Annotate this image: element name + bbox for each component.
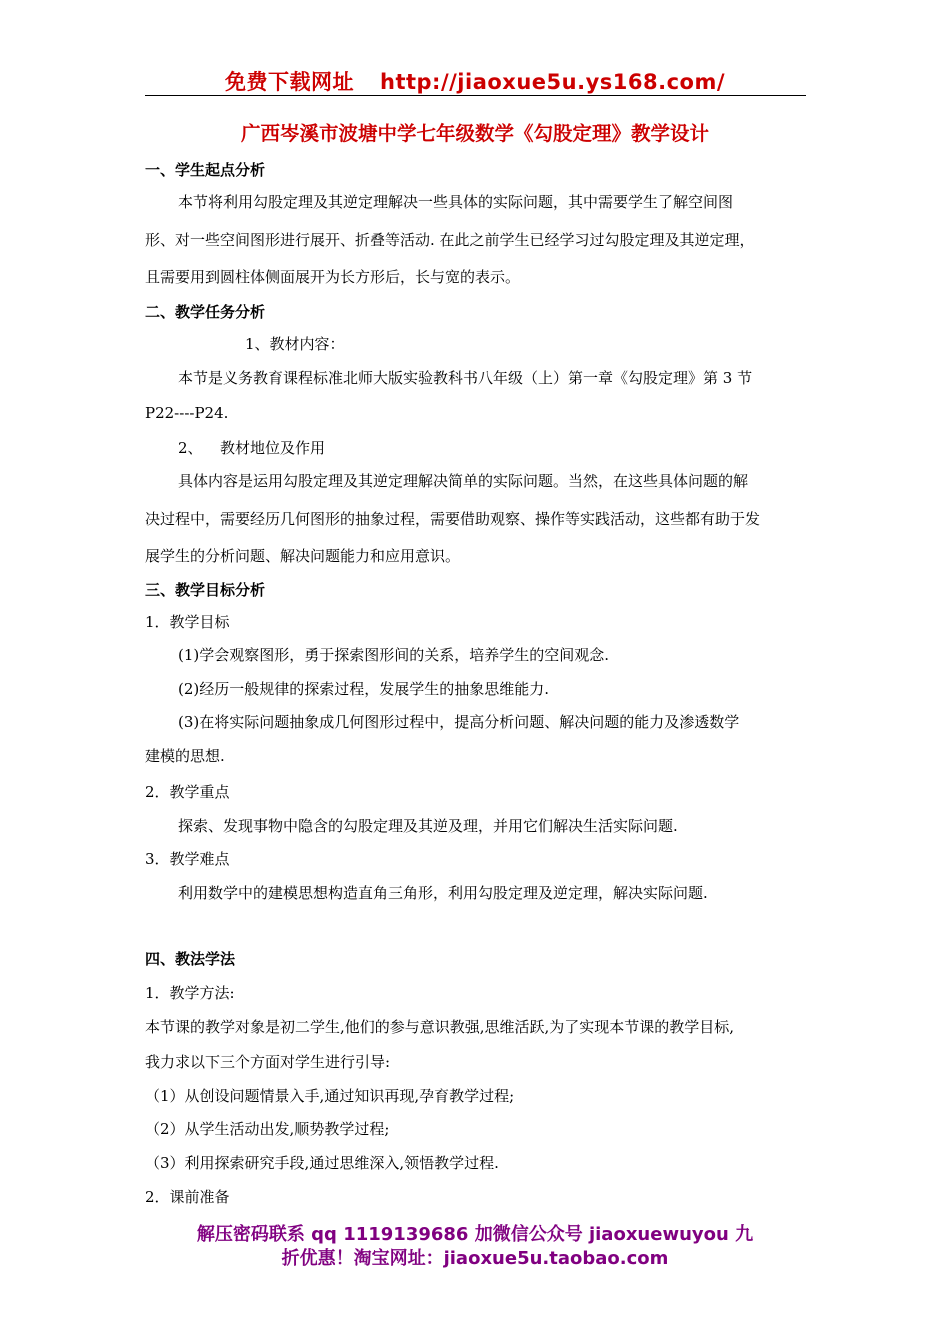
download-label: 免费下载网址 (225, 70, 354, 94)
list-item: （3）利用探索研究手段,通过思维深入,领悟教学过程. (145, 1154, 499, 1172)
footer-shop-line: 折优惠！淘宝网址：jiaoxue5u.taobao.com (281, 1248, 669, 1269)
download-header (0, 66, 950, 96)
sub-heading: 2．课前准备 (145, 1188, 230, 1206)
paragraph-line: 展学生的分析问题、解决问题能力和应用意识。 (145, 547, 461, 565)
paragraph-line: 形、对一些空间图形进行展开、折叠等活动. 在此之前学生已经学习过勾股定理及其逆定理， (145, 231, 755, 249)
paragraph-line: 本节将利用勾股定理及其逆定理解决一些具体的实际问题，其中需要学生了解空间图 (178, 193, 734, 211)
section-heading-2: 二、教学任务分析 (145, 303, 266, 321)
section-heading-4: 四、教法学法 (145, 950, 236, 968)
sub-heading: 3．教学难点 (145, 850, 230, 868)
sub-heading: 1．教学方法: (145, 984, 235, 1002)
paragraph-line: 我力求以下三个方面对学生进行引导: (145, 1053, 391, 1071)
paragraph-line: 本节是义务教育课程标准北师大版实验教科书八年级（上）第一章《勾股定理》第 3 节 (178, 369, 753, 387)
paragraph-line: 探索、发现事物中隐含的勾股定理及其逆及理，并用它们解决生活实际问题. (178, 817, 678, 835)
header-divider (145, 95, 806, 96)
document-title: 广西岑溪市波塘中学七年级数学《勾股定理》教学设计 (240, 122, 709, 145)
sub-heading: 2．教学重点 (145, 783, 230, 801)
goal-item: (1)学会观察图形，勇于探索图形间的关系，培养学生的空间观念. (178, 646, 610, 664)
goal-item: (3)在将实际问题抽象成几何图形过程中，提高分析问题、解决问题的能力及渗透数学 (178, 713, 740, 731)
list-item: （2）从学生活动出发,顺势教学过程; (145, 1120, 390, 1138)
paragraph-line: 具体内容是运用勾股定理及其逆定理解决简单的实际问题。当然，在这些具体问题的解 (178, 472, 749, 490)
sub-item-label: 1、教材内容： (245, 335, 345, 353)
goal-item: (2)经历一般规律的探索过程，发展学生的抽象思维能力. (178, 680, 550, 698)
goal-item-continued: 建模的思想. (145, 747, 225, 765)
footer-contact-line: 解压密码联系 qq 1119139686 加微信公众号 jiaoxuewuyou 九 (196, 1224, 754, 1245)
section-heading-3: 三、教学目标分析 (145, 581, 266, 599)
section-heading-1: 一、学生起点分析 (145, 161, 266, 179)
paragraph-line: P22----P24. (145, 404, 229, 422)
paragraph-line: 决过程中，需要经历几何图形的抽象过程，需要借助观察、操作等实践活动，这些都有助于发 (145, 510, 761, 528)
sub-item-label: 教材地位及作用 (220, 439, 326, 457)
sub-heading: 1．教学目标 (145, 613, 230, 631)
paragraph-line: 本节课的教学对象是初二学生,他们的参与意识教强,思维活跃,为了实现本节课的教学目标, (145, 1018, 735, 1036)
paragraph-line: 且需要用到圆柱体侧面展开为长方形后，长与宽的表示。 (145, 268, 521, 286)
paragraph-line: 利用数学中的建模思想构造直角三角形，利用勾股定理及逆定理，解决实际问题. (178, 884, 708, 902)
sub-item-number: 2、 (178, 439, 203, 457)
download-url-link[interactable]: http://jiaoxue5u.ys168.com/ (380, 70, 725, 94)
list-item: （1）从创设问题情景入手,通过知识再现,孕育教学过程; (145, 1087, 515, 1105)
